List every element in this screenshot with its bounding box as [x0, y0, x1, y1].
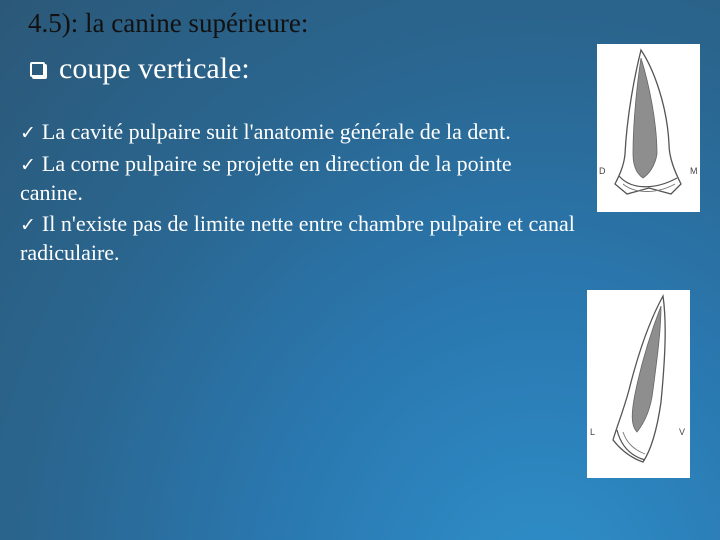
tooth-section-mesiodistal-image — [597, 44, 700, 212]
tooth-section-labiolingual-image — [587, 290, 690, 478]
figure-label-left: L — [590, 427, 596, 437]
checkmark-icon: ✓ — [20, 154, 36, 176]
tooth-diagram — [587, 290, 690, 478]
figure-label-left: D — [599, 166, 606, 176]
bullet-text: La cavité pulpaire suit l'anatomie générale de la dent. — [41, 119, 511, 144]
figure-label-right: V — [679, 427, 686, 437]
slide-subtitle — [30, 52, 250, 86]
slide-title: 4.5): la canine supérieure: — [28, 8, 309, 38]
checkmark-icon: ✓ — [20, 122, 36, 144]
bullet-item — [20, 118, 580, 147]
bullet-text: La corne pulpaire se projette en direction de la pointe canine. — [20, 151, 512, 205]
bullet-item — [20, 210, 580, 267]
bullet-text: Il n'existe pas de limite nette entre chambre pulpaire et canal radiculaire. — [20, 211, 575, 265]
subtitle-text: coupe verticale: — [59, 52, 250, 85]
figure-label-right: M — [690, 166, 698, 176]
checkbox-bullet-icon — [30, 62, 45, 77]
tooth-diagram — [597, 44, 700, 212]
checkmark-icon: ✓ — [20, 214, 36, 236]
bullet-item — [20, 150, 580, 207]
bullet-list — [20, 118, 580, 270]
